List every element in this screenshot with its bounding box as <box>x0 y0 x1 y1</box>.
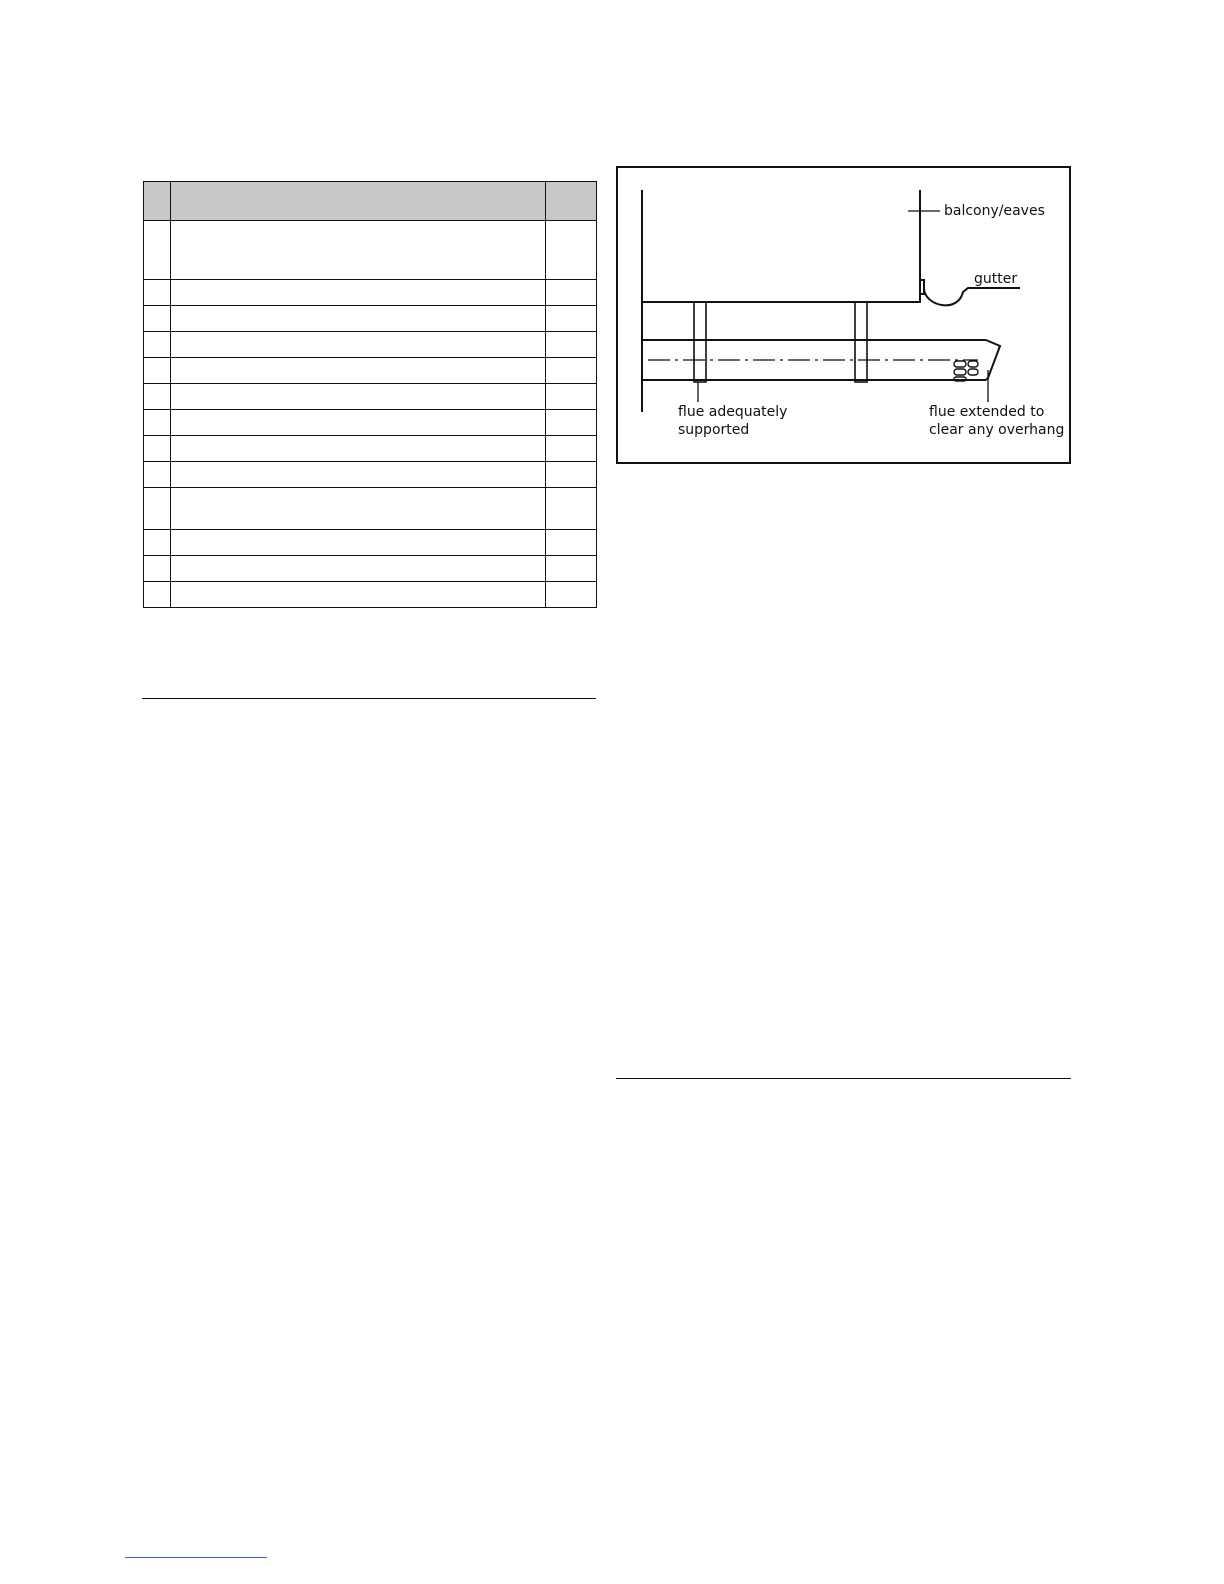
section-divider-left <box>142 698 596 699</box>
terminal-vents <box>954 361 978 381</box>
table-header-cell <box>171 182 546 221</box>
table-header-cell <box>546 182 597 221</box>
table-row <box>144 410 597 436</box>
label-flue-supported-1: flue adequately <box>678 404 788 420</box>
table-row <box>144 582 597 608</box>
table-row <box>144 436 597 462</box>
table-header-cell <box>144 182 171 221</box>
label-flue-extended-2: clear any overhang <box>929 422 1065 438</box>
table-row <box>144 384 597 410</box>
label-balcony-eaves: balcony/eaves <box>944 203 1045 219</box>
table-row <box>144 306 597 332</box>
table-row <box>144 221 597 280</box>
section-divider-right <box>616 1078 1071 1079</box>
table-row <box>144 556 597 582</box>
specification-table <box>143 181 597 608</box>
label-flue-supported-2: supported <box>678 422 750 438</box>
table-row <box>144 280 597 306</box>
table-row <box>144 462 597 488</box>
flue-diagram-figure <box>616 166 1071 464</box>
eaves-outline <box>642 190 920 302</box>
label-flue-extended-1: flue extended to <box>929 404 1045 420</box>
gutter-profile <box>924 288 1020 305</box>
flue-bracket-1 <box>694 302 706 382</box>
table-row <box>144 488 597 530</box>
table-header-row <box>144 182 597 221</box>
table-row <box>144 332 597 358</box>
table-row <box>144 358 597 384</box>
flue-bracket-2 <box>855 302 867 382</box>
label-gutter: gutter <box>974 271 1018 287</box>
footer-link-underline[interactable] <box>125 1557 267 1558</box>
table-row <box>144 530 597 556</box>
